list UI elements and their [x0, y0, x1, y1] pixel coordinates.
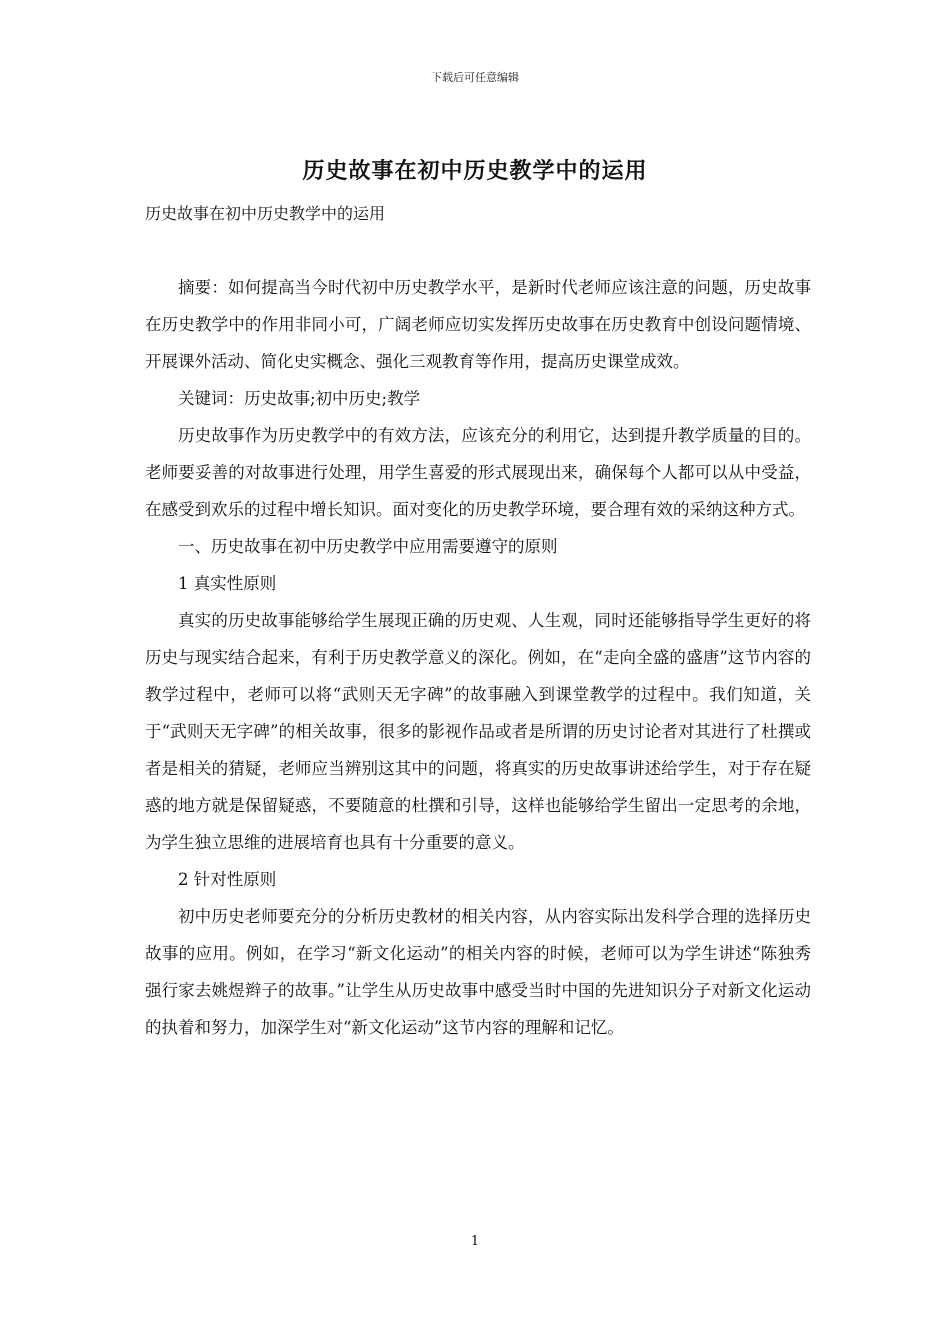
- keywords-line: 关键词：历史故事;初中历史;教学: [178, 389, 421, 408]
- abstract-paragraph: 摘要：如何提高当今时代初中历史教学水平，是新时代老师应该注意的问题，历史故事在历史教学中的作用非同小可，广阔老师应切实发挥历史故事在历史教育中创设问题情境、开展课外活动、简化史实概念、强化三观教育等作用，提高历史课堂成效。: [145, 278, 811, 371]
- document-subtitle: 历史故事在初中历史教学中的运用: [145, 204, 386, 223]
- intro-paragraph: 历史故事作为历史教学中的有效方法，应该充分的利用它，达到提升教学质量的目的。老师要妥善的对故事进行处理，用学生喜爱的形式展现出来，确保每个人都可以从中受益，在感受到欢乐的过程中增长知识。面对变化的历史教学环境，要合理有效的采纳这种方式。: [145, 426, 811, 519]
- body-paragraph: 真实的历史故事能够给学生展现正确的历史观、人生观，同时还能够指导学生更好的将历史与现实结合起来，有利于历史教学意义的深化。例如，在“走向全盛的盛唐”这节内容的教学过程中，老师可以将“武则天无字碑”的故事融入到课堂教学的过程中。我们知道，关于“武则天无字碑”的相关故事，很多的影视作品或者是所谓的历史讨论者对其进行了杜撰或者是相关的猜疑，老师应当辨别这其中的问题，将真实的历史故事讲述给学生，对于存在疑惑的地方就是保留疑惑，不要随意的杜撰和引导，这样也能够给学生留出一定思考的余地，为学生独立思维的进展培育也具有十分重要的意义。: [145, 611, 811, 852]
- section-heading: 一、历史故事在初中历史教学中应用需要遵守的原则: [178, 537, 558, 556]
- document-title: 历史故事在初中历史教学中的运用: [302, 158, 648, 184]
- subsection-heading: 1 真实性原则: [178, 574, 277, 593]
- header-note: 下载后可任意编辑: [431, 71, 519, 84]
- document-body: [145, 269, 811, 1046]
- body-paragraph: 初中历史老师要充分的分析历史教材的相关内容，从内容实际出发科学合理的选择历史故事的应用。例如，在学习“新文化运动”的相关内容的时候，老师可以为学生讲述“陈独秀强行家去姚煜辫子的故事。”让学生从历史故事中感受当时中国的先进知识分子对新文化运动的执着和努力，加深学生对“新文化运动”这节内容的理解和记忆。: [145, 907, 811, 1037]
- subsection-heading: 2 针对性原则: [178, 870, 277, 889]
- page-number: 1: [470, 1234, 480, 1249]
